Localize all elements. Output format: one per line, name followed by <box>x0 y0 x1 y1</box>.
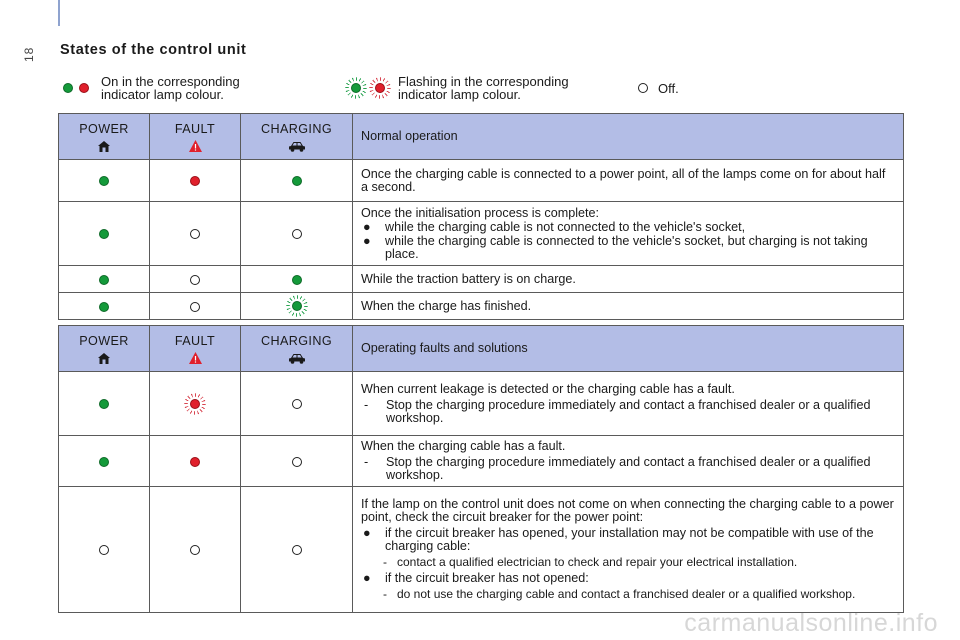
legend-off <box>638 73 679 103</box>
green-lamp-icon <box>292 275 302 285</box>
row-description <box>353 202 904 266</box>
row-text: When the charging cable has a fault. <box>361 439 566 453</box>
watermark: carmanualsonline.info <box>684 609 938 637</box>
normal-operation-header: Normal operation <box>353 114 904 160</box>
off-lamp-icon <box>190 545 200 555</box>
table-header-row <box>59 326 904 372</box>
red-lamp-icon <box>190 176 200 186</box>
row-description: Once the charging cable is connected to a power point, all of the lamps come on for about half a second. <box>353 160 904 202</box>
row-description <box>353 372 904 436</box>
off-lamp-icon <box>99 545 109 555</box>
car-icon <box>241 351 352 365</box>
page-edge-bar <box>58 0 60 26</box>
fault-label: FAULT <box>174 334 216 348</box>
sub-item: - contact a qualified electrician to check and repair your electrical installation. <box>383 555 798 569</box>
legend-on-text: On in the corresponding indicator lamp colour. <box>101 74 240 102</box>
table-row <box>59 266 904 293</box>
power-column-header <box>59 114 150 160</box>
off-lamp-icon <box>190 229 200 239</box>
green-lamp-icon <box>99 457 109 467</box>
page-number: 18 <box>22 46 36 62</box>
charging-column-header <box>241 114 353 160</box>
off-lamp-icon <box>292 545 302 555</box>
legend-flashing <box>345 73 618 103</box>
table-row <box>59 372 904 436</box>
charging-label: CHARGING <box>260 334 333 348</box>
dash-item: - Stop the charging procedure immediately and contact a franchised dealer or a qualified workshop. <box>364 455 871 482</box>
fault-column-header <box>150 326 241 372</box>
legend-on <box>63 73 271 103</box>
red-lamp-icon <box>190 457 200 467</box>
green-lamp-icon <box>99 302 109 312</box>
charging-label: CHARGING <box>260 122 333 136</box>
off-lamp-icon <box>292 457 302 467</box>
dash-item: - Stop the charging procedure immediately and contact a franchised dealer or a qualified workshop. <box>364 397 871 425</box>
charging-column-header <box>241 326 353 372</box>
off-lamp-icon <box>292 229 302 239</box>
row-description <box>353 436 904 487</box>
off-lamp-icon <box>190 275 200 285</box>
green-lamp-icon <box>99 176 109 186</box>
power-label: POWER <box>79 334 129 348</box>
operating-faults-table <box>58 325 904 613</box>
house-icon <box>59 351 149 365</box>
off-lamp-icon <box>292 399 302 409</box>
row-description <box>353 487 904 613</box>
normal-operation-table <box>58 113 904 320</box>
table-row <box>59 293 904 320</box>
car-icon <box>241 139 352 153</box>
flashing-red-lamp-icon <box>184 393 206 415</box>
row-text: When current leakage is detected or the charging cable has a fault. <box>361 381 735 396</box>
red-lamp-icon <box>79 83 89 93</box>
row-description: While the traction battery is on charge. <box>353 266 904 293</box>
legend-off-text: Off. <box>658 80 679 96</box>
row-description: When the charge has finished. <box>353 293 904 320</box>
section-title: States of the control unit <box>60 42 247 58</box>
sub-item: - do not use the charging cable and contact a franchised dealer or a qualified workshop. <box>383 587 856 601</box>
off-lamp-icon <box>190 302 200 312</box>
table-header-row <box>59 114 904 160</box>
green-lamp-icon <box>99 275 109 285</box>
green-lamp-icon <box>63 83 73 93</box>
warning-triangle-icon <box>150 351 240 365</box>
legend-flashing-text: Flashing in the corresponding indicator lamp colour. <box>398 74 569 102</box>
fault-label: FAULT <box>174 122 216 136</box>
row-text: Once the initialisation process is complete: <box>361 205 599 220</box>
flashing-red-lamp-icon <box>369 77 391 99</box>
bullet-item: ● if the circuit breaker has not opened: <box>363 571 589 585</box>
green-lamp-icon <box>99 229 109 239</box>
flashing-green-lamp-icon <box>286 295 308 317</box>
green-lamp-icon <box>292 176 302 186</box>
house-icon <box>59 139 149 153</box>
fault-column-header <box>150 114 241 160</box>
table-row <box>59 160 904 202</box>
table-row <box>59 487 904 613</box>
bullet-item: ● while the charging cable is not connected to the vehicle's socket, <box>363 219 746 234</box>
operating-faults-header: Operating faults and solutions <box>353 326 904 372</box>
flashing-green-lamp-icon <box>345 77 367 99</box>
off-lamp-icon <box>638 83 648 93</box>
power-column-header <box>59 326 150 372</box>
power-label: POWER <box>79 122 129 136</box>
bullet-item: ● while the charging cable is connected to the vehicle's socket, but charging is not taking place. <box>363 233 868 261</box>
bullet-item: ● if the circuit breaker has opened, your installation may not be compatible with use of the charging cable: <box>363 526 874 553</box>
table-row <box>59 202 904 266</box>
row-text: If the lamp on the control unit does not come on when connecting the charging cable to a power point, check the circuit breaker for the power point: <box>361 497 894 524</box>
warning-triangle-icon <box>150 139 240 153</box>
table-row <box>59 436 904 487</box>
green-lamp-icon <box>99 399 109 409</box>
